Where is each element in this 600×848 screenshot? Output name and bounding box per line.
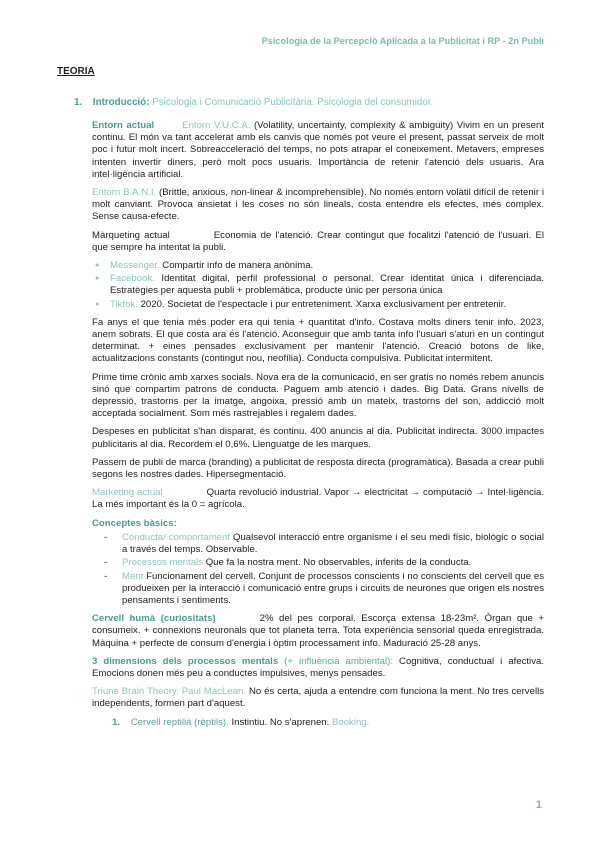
paragraph-info-power: Fa anys el que tenia més poder era qui tenia + quantitat d'info. Costava molts diners tenir info. 2023, anem sobrats. El que costa ara és l'atenció. Aconseguir que amb tanta info l'usuari s'aturi en un contingut determinat. + eines pensades exclusivament per mantenir l'atenció. Creació botons de like, actualitzacions constants (contingut nou, neofília). Conducta compulsiva. Publicitat intermitent. [92, 316, 544, 365]
paragraph-entorn-bani [92, 187, 544, 224]
list-item: - Processos mentals Que fa la nostra ment. No observables, inferits de la conducta. [122, 557, 544, 569]
term-marketing-actual: Marketing actual [92, 487, 163, 499]
body-content [92, 120, 544, 728]
term-entorn-actual: Entorn actual [92, 120, 155, 131]
term-vuca: Entorn V.U.C.A. [182, 120, 251, 131]
text-marqueting: Economia de l'atenció. Crear contingut que focalitzi l'atenció de l'usuari. El que sempre ha intentat la publi. [92, 229, 544, 253]
paragraph-cervell-huma [92, 613, 544, 650]
section-heading-teoria: TEORIA [57, 66, 95, 77]
running-header: Psicologia de la Percepció Aplicada a la Publicitat i RP - 2n Publi [261, 36, 544, 46]
text-vuca: (Volatility, uncertainty, complexity & ambiguity) Vivim en un present continu. El món va tant accelerat amb els canvis que només pot veure el present, passat serveix de molt poc i futur molt incert. Sobreacceleració del temps, no pots atrapar el coneixement. Metavers, empreses intenten invertir diners, però molt pocs usuaris. Importància de retenir l'atenció dels usuaris. Ara intel·ligència artificial. [92, 120, 544, 180]
term-influencia: (+ influència ambiental): [284, 655, 393, 667]
text-bani: (Brittle, anxious, non-linear & incomprehensible). No només entorn volàtil difícil de retenir i molt canviant. Provoca ansietat i les coses no són lineals, costa entendre els efectes, més complex. Sense causa-efecte. [92, 187, 544, 223]
list-item: - Conducta/ comportament Qualsevol interacció entre organisme i el seu medi físic, biològic o social a través del temps. Observable. [122, 532, 544, 556]
paragraph-marketing-actual [92, 487, 544, 511]
paragraph-marqueting [92, 230, 544, 254]
term-cervell-reptilia: Cervell reptilià (rèptils). [130, 716, 229, 728]
text-triune-brain: No és certa, ajuda a entendre com funciona la ment. No tres cervells independents, formen part d'aquest. [92, 686, 544, 710]
page-number: 1 [535, 799, 542, 811]
paragraph-entorn-vuca [92, 120, 544, 181]
section-1-heading [74, 97, 433, 108]
term-3-dimensions: 3 dimensions dels processos mentals [92, 655, 279, 667]
text-marketing-actual: Quarta revolució industrial. Vapor → electricitat → computació → Intel·ligència. La més important és la 0 = agrícola. [92, 487, 545, 511]
list-item: - Ment Funcionament del cervell. Conjunt de processos conscients i no conscients del cervell que es produeixen per la interacció i comunicació entre grups i circuits de neurones que origen els nostres pensaments i sentiments. [122, 571, 544, 608]
term-cervell-huma: Cervell humà (curiositats) [92, 613, 216, 625]
list-item: ● Messenger. Compartir info de manera anònima. [110, 260, 544, 272]
section-number: 1. [74, 97, 83, 108]
section-title: Psicologia i Comunicació Publicitària. Psicologia del consumidor. [152, 97, 434, 108]
concepts-list [92, 532, 544, 607]
text-cervell-huma: 2% del pes corporal. Escorça extensa 18-23m². Òrgan que + consumeix. + connexions neuronals que tot planeta terra. Tota experiència sensorial queda enregistrada. Màquina + perfecte de consum d'energia i òptim processament info. Maduració 25-28 anys. [92, 613, 544, 649]
concepts-heading: Conceptes bàsics: [92, 517, 177, 529]
term-bani: Entorn B.A.N.I. [92, 187, 157, 199]
list-item: ● Facebook. Identitat digital, perfil professional o personal. Crear identitat única i diferenciada. Estratègies per aquesta publi + problemàtica, producte únic per persona única [110, 273, 544, 297]
text-3-dimensions: Cognitiva, conductual i afectiva. Emocions donen més peu a conductes impulsives, menys pensades. [92, 655, 544, 679]
social-network-list [92, 260, 544, 311]
section-label: Introducció: [92, 97, 150, 108]
paragraph-branding: Passem de publi de marca (branding) a publicitat de resposta directa (programàtica). Basada a crear publi segons les nostres dades. Hipersegmentació. [92, 456, 544, 481]
term-triune-brain: Triune Brain Theory. Paul MacLean. [92, 686, 246, 698]
paragraph-3-dimensions [92, 656, 544, 680]
list-item: ● Tiktok. 2020. Societat de l'espectacle i pur entreteniment. Xarxa exclusivament per entretenir. [110, 299, 544, 311]
subsection-reptilia: 1. Cervell reptilià (rèptils). Instintiu. No s'aprenen. Booking. [112, 716, 370, 728]
term-marqueting: Màrqueting actual [92, 229, 170, 241]
paragraph-triune-brain [92, 686, 544, 710]
paragraph-despeses: Despeses en publicitat s'han disparat, és continu. 400 anuncis al dia. Publicitat indirecta. 3000 impactes publicitaris al dia. Recordem el 0,6%. Llenguatge de les marques. [92, 426, 544, 450]
paragraph-prime-time: Prime time crònic amb xarxes socials. Nova era de la comunicació, en ser gratis no només rebem anuncis sinó que compartim patrons de conducta. Paguem amb atenció i dades. Big Data. Grans nivells de depressió, trastorns per la imatge, angoixa, pressió amb un mateix, trastorns del son, addicció molt acceptada socialment. Som més rastrejables i regalem dades. [92, 371, 544, 420]
